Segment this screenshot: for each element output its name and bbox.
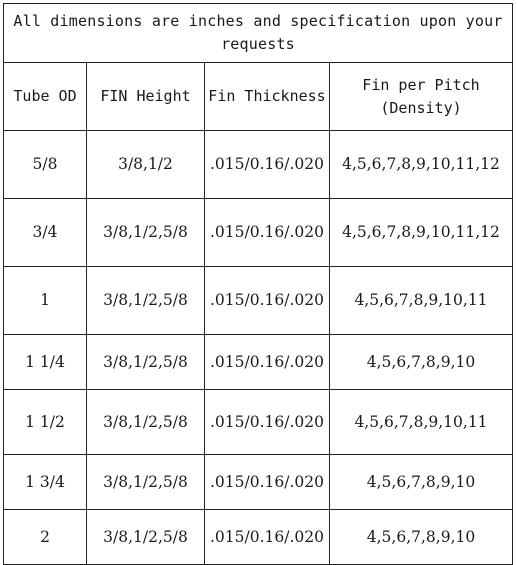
cell-fin-density: 4,5,6,7,8,9,10,11,12	[330, 131, 513, 199]
table-row	[4, 335, 513, 390]
cell-fin-height: 3/8,1/2,5/8	[87, 267, 205, 335]
cell-fin-density: 4,5,6,7,8,9,10,11	[330, 267, 513, 335]
cell-fin-thickness: .015/0.16/.020	[205, 510, 330, 565]
table-row	[4, 390, 513, 455]
cell-tube-od: 5/8	[4, 131, 87, 199]
cell-fin-height: 3/8,1/2,5/8	[87, 390, 205, 455]
cell-fin-density: 4,5,6,7,8,9,10	[330, 455, 513, 510]
cell-fin-thickness: .015/0.16/.020	[205, 455, 330, 510]
cell-tube-od: 1 1/2	[4, 390, 87, 455]
table-row	[4, 455, 513, 510]
cell-fin-height: 3/8,1/2	[87, 131, 205, 199]
cell-fin-height: 3/8,1/2,5/8	[87, 455, 205, 510]
cell-fin-height: 3/8,1/2,5/8	[87, 510, 205, 565]
cell-fin-density: 4,5,6,7,8,9,10,11	[330, 390, 513, 455]
cell-fin-thickness: .015/0.16/.020	[205, 335, 330, 390]
header-fin-per-pitch: Fin per Pitch(Density)	[330, 63, 513, 131]
table-caption: All dimensions are inches and specification upon your requests	[4, 4, 513, 63]
cell-fin-height: 3/8,1/2,5/8	[87, 335, 205, 390]
cell-fin-density: 4,5,6,7,8,9,10	[330, 510, 513, 565]
table-row	[4, 199, 513, 267]
table-row	[4, 267, 513, 335]
cell-fin-height: 3/8,1/2,5/8	[87, 199, 205, 267]
cell-fin-density: 4,5,6,7,8,9,10,11,12	[330, 199, 513, 267]
cell-fin-thickness: .015/0.16/.020	[205, 390, 330, 455]
cell-tube-od: 1 3/4	[4, 455, 87, 510]
header-fin-thickness: Fin Thickness	[205, 63, 330, 131]
header-tube-od: Tube OD	[4, 63, 87, 131]
cell-tube-od: 2	[4, 510, 87, 565]
cell-fin-thickness: .015/0.16/.020	[205, 131, 330, 199]
table-row	[4, 510, 513, 565]
header-row	[4, 63, 513, 131]
cell-tube-od: 1 1/4	[4, 335, 87, 390]
caption-row	[4, 4, 513, 63]
table-row	[4, 131, 513, 199]
cell-tube-od: 1	[4, 267, 87, 335]
cell-fin-thickness: .015/0.16/.020	[205, 267, 330, 335]
cell-fin-thickness: .015/0.16/.020	[205, 199, 330, 267]
cell-tube-od: 3/4	[4, 199, 87, 267]
header-fin-height: FIN Height	[87, 63, 205, 131]
spec-table	[3, 3, 513, 565]
cell-fin-density: 4,5,6,7,8,9,10	[330, 335, 513, 390]
